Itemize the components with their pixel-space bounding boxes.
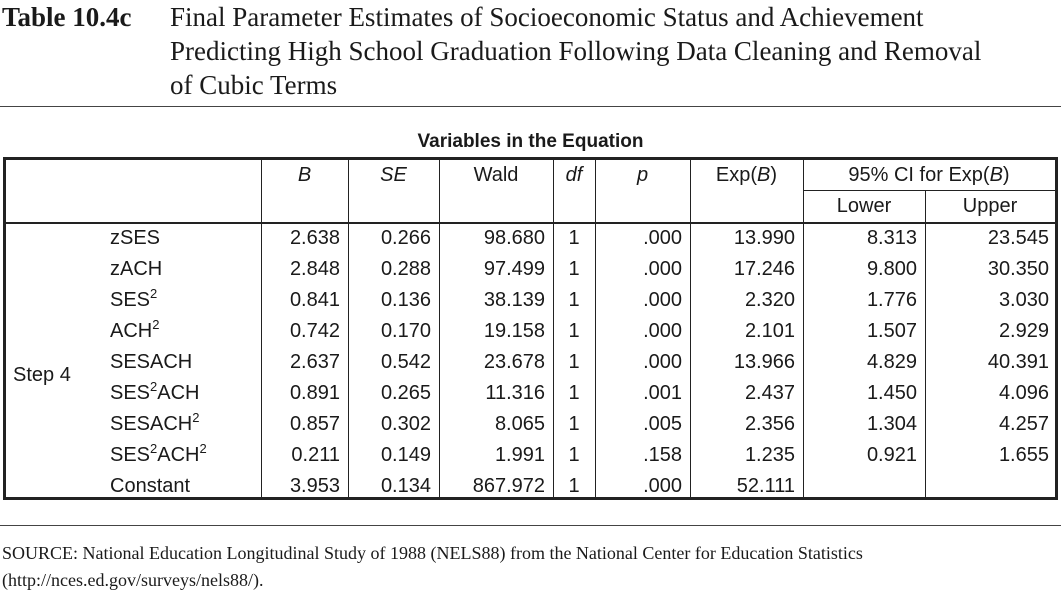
cell-exp: 52.111: [736, 475, 795, 497]
cell-df: 1: [568, 475, 580, 497]
cell-exp: 2.437: [744, 382, 795, 404]
cell-df: 1: [568, 382, 580, 404]
table-title-line: of Cubic Terms: [170, 70, 338, 100]
row-variable-constant: Constant: [110, 475, 191, 497]
cell-upper: 2.929: [998, 320, 1049, 342]
cell-b: 0.211: [291, 444, 340, 466]
cell-exp: 13.966: [733, 351, 795, 373]
cell-wald: 11.316: [485, 382, 545, 404]
cell-exp: 2.320: [744, 289, 795, 311]
header-exp-var: B: [757, 164, 771, 186]
cell-p: .005: [643, 413, 682, 435]
cell-b: 0.891: [289, 382, 340, 404]
cell-b: 0.841: [289, 289, 340, 311]
cell-upper: 23.545: [987, 227, 1049, 249]
row-variable-ach2: ACH$^2$: [110, 317, 160, 342]
cell-lower: 1.304: [866, 413, 917, 435]
cell-lower: [803, 471, 917, 502]
cell-p: .001: [643, 382, 682, 404]
cell-wald: 8.065: [494, 413, 545, 435]
header-wald: Wald: [473, 164, 519, 186]
cell-se: 0.288: [380, 258, 431, 280]
row-variable-ses2ach2: SES$^2$ACH$^2$: [110, 441, 207, 466]
cell-lower: 9.800: [866, 258, 917, 280]
row-variable-zses: zSES: [110, 227, 161, 249]
header-p: p: [636, 164, 649, 186]
header-ci-prefix: 95% CI for Exp(: [848, 164, 990, 186]
cell-se: 0.136: [380, 289, 431, 311]
cell-se: 0.542: [380, 351, 431, 373]
table-title-line: Final Parameter Estimates of Socioeconomic Status and Achievement: [170, 2, 924, 32]
cell-upper: 1.655: [998, 444, 1049, 466]
cell-df: 1: [568, 320, 580, 342]
variables-table: [3, 157, 1058, 500]
cell-df: 1: [568, 444, 580, 466]
header-exp-suffix: ): [770, 164, 778, 186]
cell-wald: 23.678: [483, 351, 545, 373]
cell-lower: 4.829: [866, 351, 917, 373]
cell-exp: 17.246: [733, 258, 795, 280]
top-rule: [0, 106, 1061, 107]
cell-se: 0.134: [380, 475, 431, 497]
cell-upper: 30.350: [987, 258, 1049, 280]
header-upper: Upper: [962, 195, 1018, 217]
header-ci: [803, 160, 1055, 190]
row-variable-ses2: SES$^2$: [110, 286, 158, 311]
source-note: SOURCE: National Education Longitudinal Study of 1988 (NELS88) from the National Center for Education Statistics (http://nces.ed.gov/surveys/nels88/).: [2, 543, 863, 590]
cell-upper: [925, 471, 1049, 502]
cell-se: 0.302: [380, 413, 431, 435]
step-label: Step 4: [13, 364, 71, 386]
cell-b: 2.638: [289, 227, 340, 249]
cell-df: 1: [568, 258, 580, 280]
cell-df: 1: [568, 227, 580, 249]
cell-b: 0.857: [289, 413, 340, 435]
cell-exp: 2.101: [744, 320, 795, 342]
cell-df: 1: [568, 289, 580, 311]
cell-se: 0.149: [380, 444, 431, 466]
cell-exp: 13.990: [733, 227, 795, 249]
cell-wald: 867.972: [472, 475, 545, 497]
header-se: SE: [380, 164, 407, 186]
cell-b: 0.742: [289, 320, 340, 342]
cell-p: .000: [643, 320, 682, 342]
cell-p: .000: [643, 227, 682, 249]
cell-lower: 1.450: [866, 382, 917, 404]
cell-upper: 40.391: [987, 351, 1049, 373]
cell-p: .000: [643, 475, 682, 497]
header-ci-suffix: ): [1002, 164, 1010, 186]
cell-p: .158: [643, 444, 682, 466]
header-b: B: [297, 164, 312, 186]
cell-df: 1: [568, 351, 580, 373]
cell-p: .000: [643, 351, 682, 373]
cell-upper: 4.257: [998, 413, 1049, 435]
header-ci-var: B: [989, 164, 1003, 186]
cell-exp: 1.235: [744, 444, 795, 466]
header-df: df: [565, 164, 583, 186]
cell-p: .000: [643, 258, 682, 280]
cell-se: 0.266: [380, 227, 431, 249]
cell-wald: 1.991: [494, 444, 545, 466]
row-variable-sesach2: SESACH$^2$: [110, 410, 200, 435]
cell-lower: 8.313: [866, 227, 917, 249]
cell-upper: 4.096: [998, 382, 1049, 404]
cell-b: 2.848: [289, 258, 340, 280]
header-exp-b: [690, 160, 803, 190]
row-variable-sesach: SESACH: [110, 351, 193, 373]
variables-caption: Variables in the Equation: [417, 131, 644, 152]
row-variable-zach: zACH: [110, 258, 163, 280]
cell-upper: 3.030: [998, 289, 1049, 311]
cell-df: 1: [568, 413, 580, 435]
cell-wald: 98.680: [483, 227, 545, 249]
cell-se: 0.170: [380, 320, 431, 342]
cell-b: 3.953: [289, 475, 340, 497]
cell-wald: 38.139: [483, 289, 545, 311]
cell-wald: 97.499: [483, 258, 545, 280]
cell-lower: 1.776: [866, 289, 917, 311]
table-title: [170, 0, 1060, 102]
cell-exp: 2.356: [744, 413, 795, 435]
header-lower: Lower: [836, 195, 892, 217]
cell-lower: 0.921: [866, 444, 917, 466]
table-title-line: Predicting High School Graduation Following Data Cleaning and Removal: [170, 36, 982, 66]
cell-p: .000: [643, 289, 682, 311]
row-variable-ses2ach: SES$^2$ACH: [110, 379, 200, 404]
cell-wald: 19.158: [483, 320, 545, 342]
bottom-rule: [0, 525, 1061, 526]
cell-se: 0.265: [380, 382, 431, 404]
cell-b: 2.637: [289, 351, 340, 373]
cell-lower: 1.507: [866, 320, 917, 342]
table-number: Table 10.4c: [2, 2, 132, 32]
header-exp-prefix: Exp(: [715, 164, 758, 186]
